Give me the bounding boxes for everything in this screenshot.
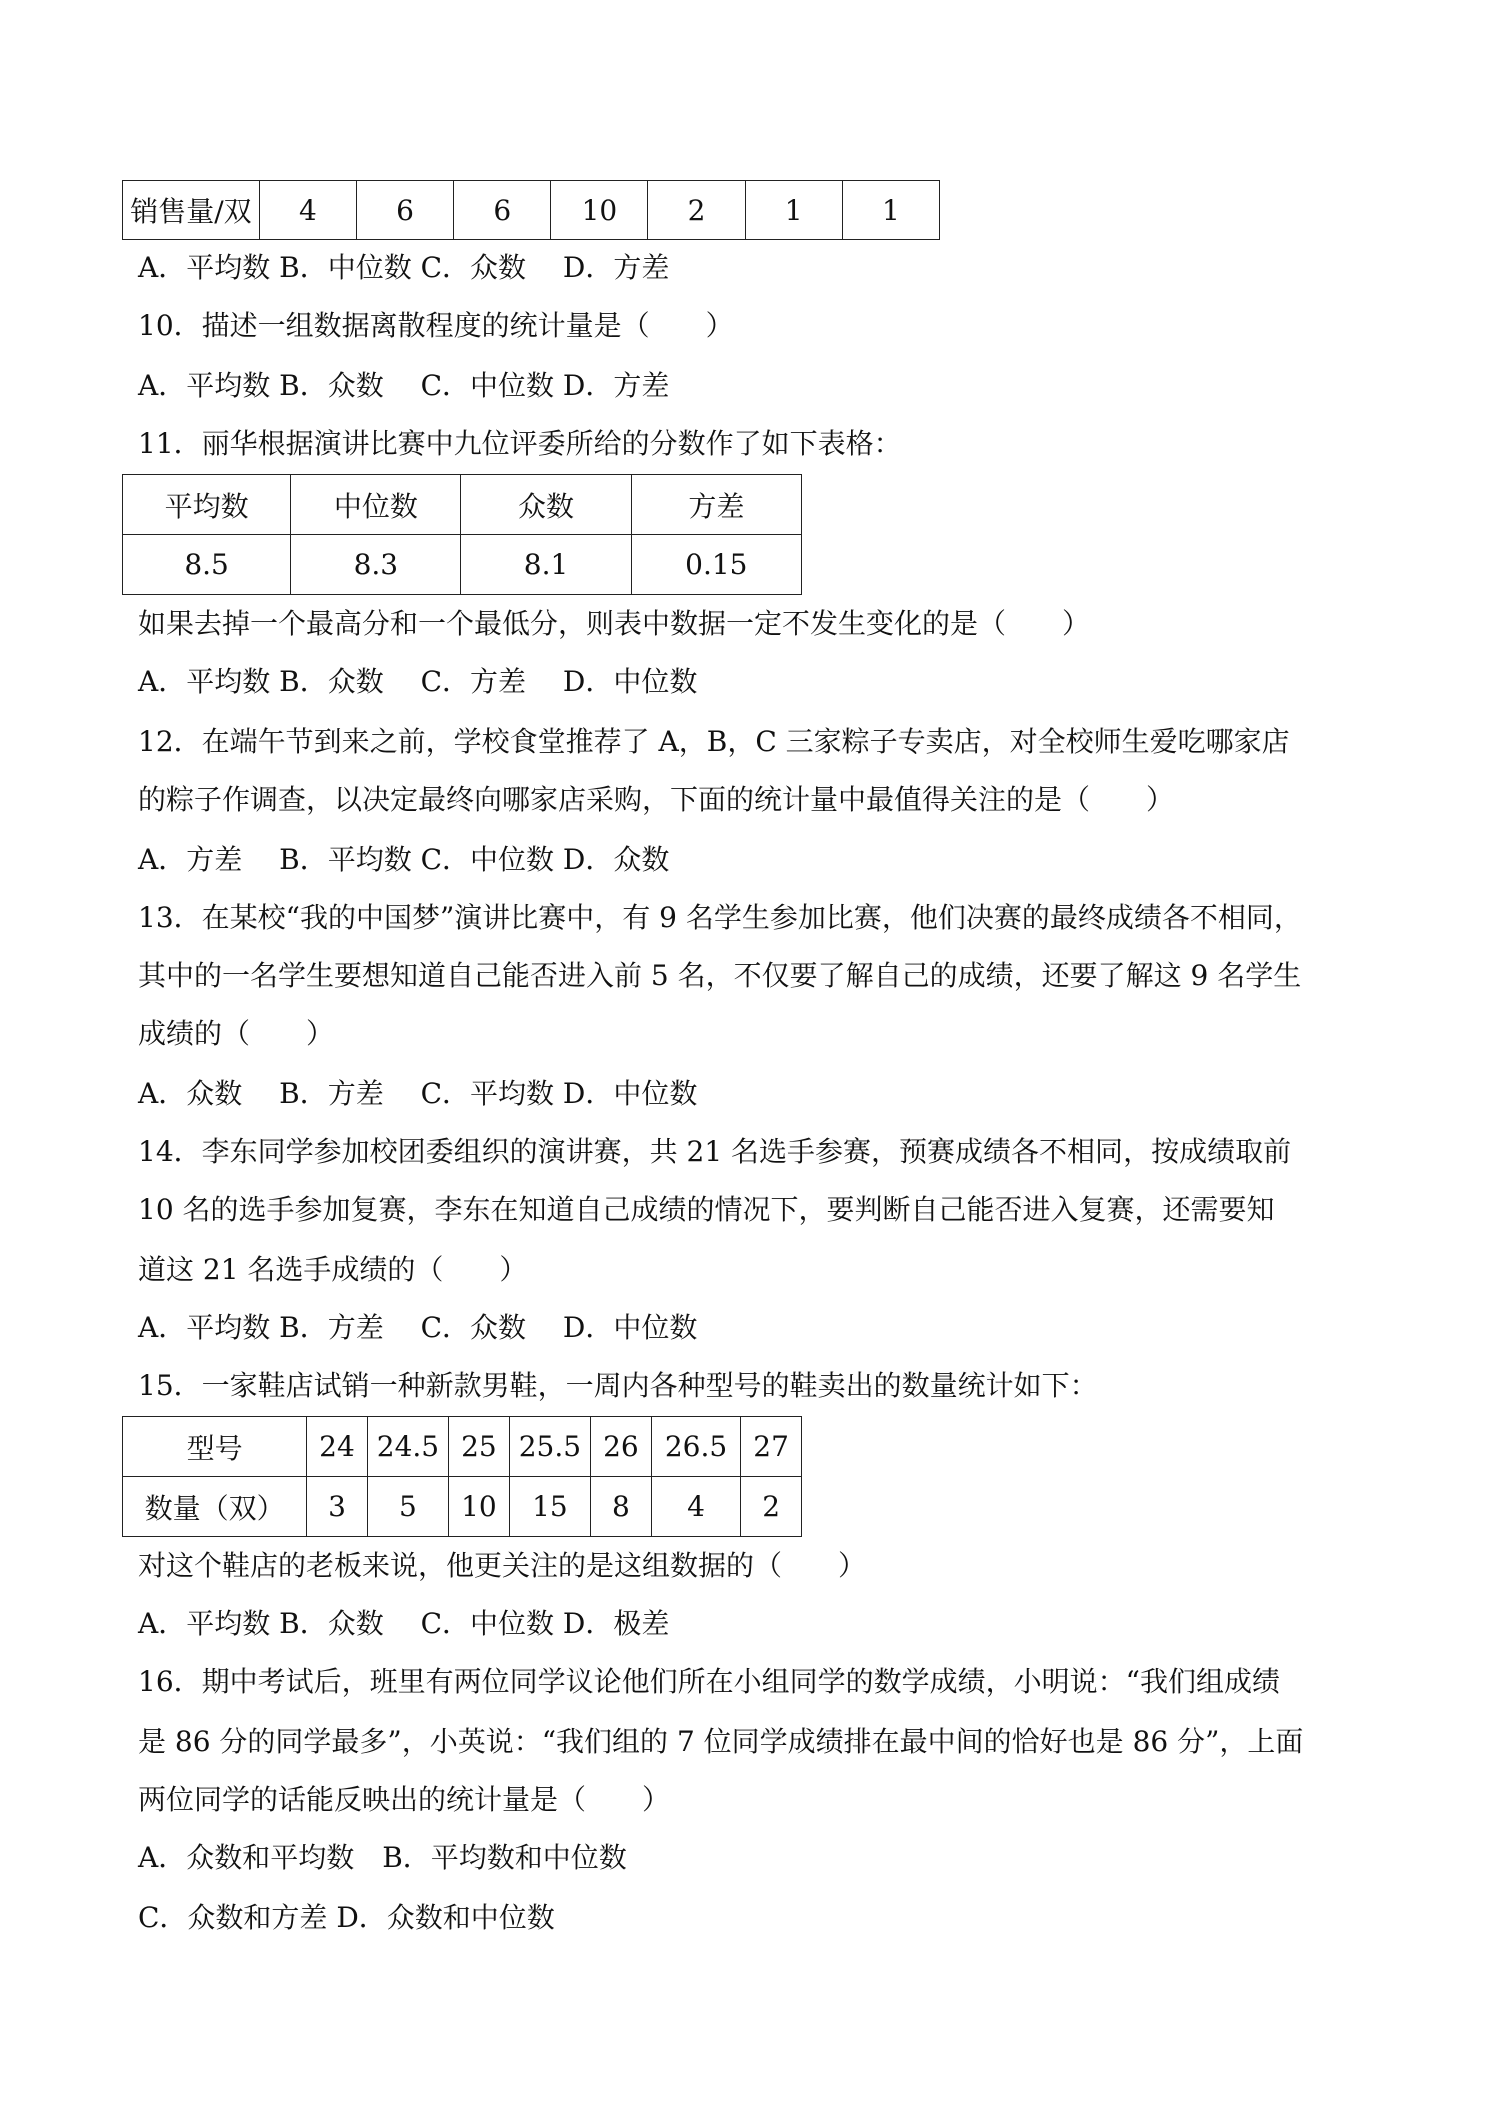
table-cell: 6 [454, 181, 551, 240]
table-cell: 2 [741, 1477, 802, 1537]
q11-stem: 11．丽华根据演讲比赛中九位评委所给的分数作了如下表格： [138, 427, 902, 460]
q13-options: A．众数 B．方差 C．平均数 D．中位数 [138, 1077, 698, 1110]
q13-line-3: 成绩的（ ） [138, 1017, 335, 1050]
q16-options-2: C．众数和方差 D．众数和中位数 [138, 1901, 555, 1934]
table-cell: 15 [509, 1477, 590, 1537]
table-cell: 6 [357, 181, 454, 240]
q15-stem: 15．一家鞋店试销一种新款男鞋，一周内各种型号的鞋卖出的数量统计如下： [138, 1369, 1098, 1402]
q16-options-1: A．众数和平均数 B．平均数和中位数 [138, 1841, 627, 1874]
table-cell: 1 [745, 181, 842, 240]
table-cell: 26.5 [651, 1417, 741, 1477]
q15-question: 对这个鞋店的老板来说，他更关注的是这组数据的（ ） [138, 1549, 867, 1582]
q13-line-2: 其中的一名学生要想知道自己能否进入前 5 名，不仅要了解自己的成绩，还要了解这 9 名学生 [138, 959, 1302, 992]
table-header-cell: 中位数 [291, 475, 461, 535]
table-row [123, 1477, 802, 1537]
table-cell: 25 [449, 1417, 510, 1477]
table-cell: 销售量/双 [123, 181, 260, 240]
table-cell: 4 [651, 1477, 741, 1537]
table-header-cell: 众数 [461, 475, 631, 535]
q14-options: A．平均数 B．方差 C．众数 D．中位数 [138, 1311, 698, 1344]
table-cell: 2 [648, 181, 745, 240]
table-row [123, 181, 940, 240]
q11-options: A．平均数 B．众数 C．方差 D．中位数 [138, 665, 698, 698]
table-cell: 24 [307, 1417, 368, 1477]
q16-line-1: 16．期中考试后，班里有两位同学议论他们所在小组同学的数学成绩，小明说：“我们组成绩 [138, 1665, 1280, 1698]
table-header-cell: 型号 [123, 1417, 307, 1477]
q13-line-1: 13．在某校“我的中国梦”演讲比赛中，有 9 名学生参加比赛，他们决赛的最终成绩各不相同， [138, 901, 1302, 934]
q12-line-1: 12．在端午节到来之前，学校食堂推荐了 A，B，C 三家粽子专卖店，对全校师生爱吃哪家店 [138, 725, 1290, 758]
table-cell: 10 [551, 181, 648, 240]
q10-stem: 10．描述一组数据离散程度的统计量是（ ） [138, 309, 734, 342]
table-cell: 8.1 [461, 535, 631, 595]
q10-options: A．平均数 B．众数 C．中位数 D．方差 [138, 369, 670, 402]
table-header-cell: 方差 [631, 475, 801, 535]
q14-line-3: 道这 21 名选手成绩的（ ） [138, 1253, 528, 1286]
q12-options: A．方差 B．平均数 C．中位数 D．众数 [138, 843, 670, 876]
table-cell: 24.5 [367, 1417, 448, 1477]
table-cell: 10 [449, 1477, 510, 1537]
table-row [123, 475, 802, 535]
table-cell: 3 [307, 1477, 368, 1537]
shoe-sales-table [122, 1416, 802, 1537]
table-cell: 25.5 [509, 1417, 590, 1477]
q14-line-2: 10 名的选手参加复赛，李东在知道自己成绩的情况下，要判断自己能否进入复赛，还需要知 [138, 1193, 1275, 1226]
table-header-cell: 数量（双） [123, 1477, 307, 1537]
table-cell: 8.5 [123, 535, 291, 595]
table-row [123, 535, 802, 595]
table-cell: 27 [741, 1417, 802, 1477]
q9-options: A．平均数 B．中位数 C．众数 D．方差 [138, 251, 670, 284]
q16-line-2: 是 86 分的同学最多”，小英说：“我们组的 7 位同学成绩排在最中间的恰好也是 86 分”，上面 [138, 1725, 1304, 1758]
table-cell: 26 [591, 1417, 652, 1477]
q16-line-3: 两位同学的话能反映出的统计量是（ ） [138, 1783, 671, 1816]
q12-line-2: 的粽子作调查，以决定最终向哪家店采购，下面的统计量中最值得关注的是（ ） [138, 783, 1175, 816]
table-cell: 5 [367, 1477, 448, 1537]
table-header-cell: 平均数 [123, 475, 291, 535]
table-cell: 0.15 [631, 535, 801, 595]
table-cell: 4 [259, 181, 356, 240]
table-cell: 8.3 [291, 535, 461, 595]
score-stats-table [122, 474, 802, 595]
q11-question: 如果去掉一个最高分和一个最低分，则表中数据一定不发生变化的是（ ） [138, 607, 1091, 640]
sales-table [122, 180, 940, 240]
table-row [123, 1417, 802, 1477]
table-cell: 8 [591, 1477, 652, 1537]
q14-line-1: 14．李东同学参加校团委组织的演讲赛，共 21 名选手参赛，预赛成绩各不相同，按成绩取前 [138, 1135, 1292, 1168]
q15-options: A．平均数 B．众数 C．中位数 D．极差 [138, 1607, 670, 1640]
table-cell: 1 [842, 181, 939, 240]
